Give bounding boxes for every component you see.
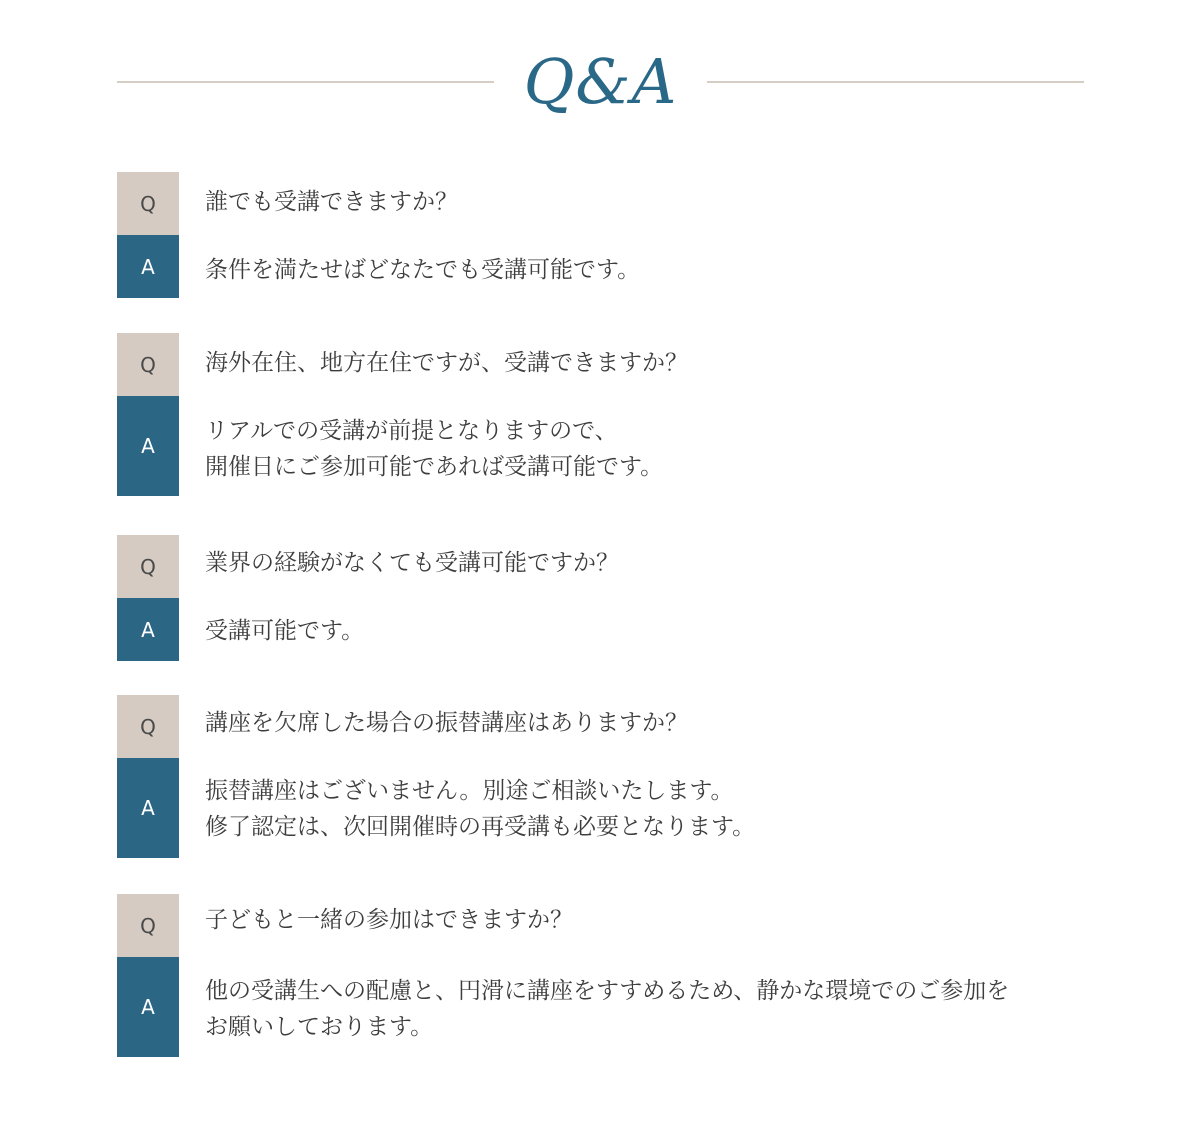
question-row — [117, 172, 1084, 235]
answer-text — [205, 252, 1084, 288]
question-line: 子どもと一緒の参加はできますか？ — [205, 907, 573, 933]
answer-text — [205, 613, 1084, 649]
faq-item — [117, 172, 1084, 298]
page-title: Q&A — [523, 45, 678, 118]
answer-text — [205, 773, 1084, 845]
question-line: 業界の経験がなくても受講可能ですか？ — [205, 550, 619, 576]
question-row — [117, 695, 1084, 758]
answer-row — [117, 957, 1084, 1057]
answer-line: 他の受講生への配慮と、円滑に講座をすすめるため、静かな環境でのご参加を — [205, 978, 1010, 1004]
answer-text — [205, 413, 1084, 485]
answer-line: 振替講座はございません。別途ご相談いたします。 — [205, 778, 734, 804]
question-row — [117, 894, 1084, 957]
question-badge: Q — [117, 535, 179, 598]
answer-line: お願いしております。 — [205, 1014, 434, 1040]
question-badge: Q — [117, 172, 179, 235]
question-text — [205, 902, 1084, 938]
question-badge: Q — [117, 333, 179, 396]
answer-line: 開催日にご参加可能であれば受講可能です。 — [205, 454, 664, 480]
question-text — [205, 545, 1084, 581]
faq-item — [117, 535, 1084, 661]
answer-text — [205, 973, 1084, 1045]
answer-row — [117, 235, 1084, 298]
answer-badge: A — [117, 598, 179, 661]
answer-badge: A — [117, 235, 179, 298]
answer-line: 修了認定は、次回開催時の再受講も必要となります。 — [205, 814, 756, 840]
question-line: 誰でも受講できますか？ — [205, 189, 458, 215]
answer-line: リアルでの受講が前提となりますので、 — [205, 418, 618, 444]
answer-badge: A — [117, 396, 179, 496]
question-row — [117, 333, 1084, 396]
question-line: 海外在住、地方在住ですが、受講できますか？ — [205, 350, 688, 376]
question-line: 講座を欠席した場合の振替講座はありますか？ — [205, 710, 688, 736]
question-row — [117, 535, 1084, 598]
question-text — [205, 184, 1084, 220]
question-text — [205, 705, 1084, 741]
faq-item — [117, 894, 1084, 1057]
answer-row — [117, 396, 1084, 496]
answer-row — [117, 598, 1084, 661]
question-badge: Q — [117, 894, 179, 957]
faq-item — [117, 695, 1084, 858]
answer-row — [117, 758, 1084, 858]
question-badge: Q — [117, 695, 179, 758]
answer-line: 受講可能です。 — [205, 618, 365, 644]
answer-badge: A — [117, 758, 179, 858]
answer-badge: A — [117, 957, 179, 1057]
question-text — [205, 345, 1084, 381]
answer-line: 条件を満たせばどなたでも受講可能です。 — [205, 257, 641, 283]
faq-item — [117, 333, 1084, 496]
